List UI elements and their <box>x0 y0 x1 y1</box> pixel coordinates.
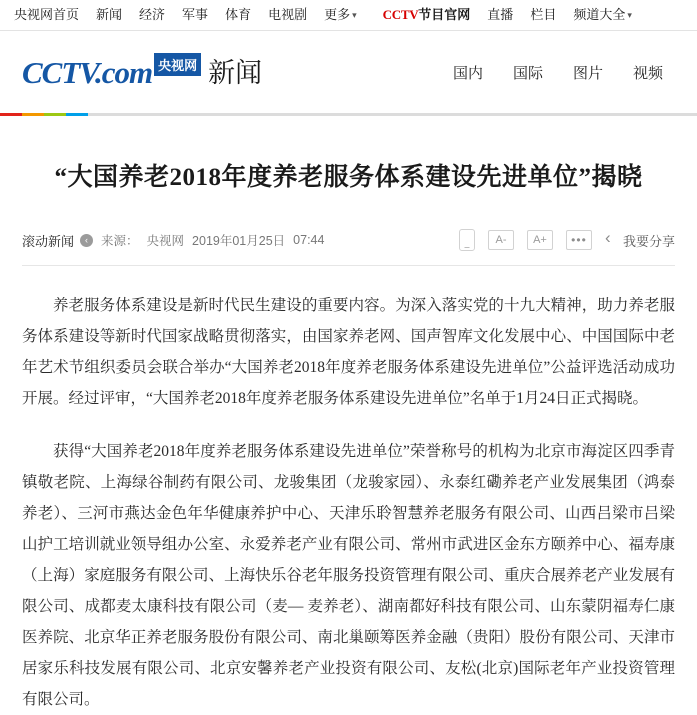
logo-mark: CCTV <box>22 54 95 90</box>
topnav-item-column[interactable] <box>530 0 556 30</box>
topnav-item-4[interactable] <box>225 0 251 30</box>
topnav-label-1: 新闻 <box>96 7 123 22</box>
divider-segment-gray <box>88 113 697 116</box>
article-meta-actions <box>459 229 675 251</box>
section-nav-item-international[interactable]: 国际 <box>512 64 543 82</box>
font-decrease-button[interactable]: A- <box>488 230 514 250</box>
share-label: 我要分享 <box>622 233 675 249</box>
mobile-icon[interactable] <box>459 229 475 251</box>
section-nav-item-domestic[interactable]: 国内 <box>452 64 483 82</box>
article-paragraph-1: 养老服务体系建设是新时代民生建设的重要内容。为深入落实党的十九大精神，助力养老服务体系建设等新时代国家战略贯彻落实，由国家养老网、国声智库文化发展中心、中国国际中老年艺术节组织委员会联合举办“大国养老2018年度养老服务体系建设先进单位”公益评选活动成功开展。经过评审，“大国养老2018年度养老服务体系建设先进单位”名单于1月24日正式揭晓。 <box>22 297 675 407</box>
font-increase-button[interactable]: A+ <box>527 230 553 250</box>
section-nav <box>453 62 675 83</box>
topnav-label-2: 经济 <box>139 7 166 22</box>
topnav-item-program-site[interactable] <box>383 0 471 30</box>
topnav-item-0[interactable] <box>14 0 79 30</box>
divider-segment-blue <box>66 113 88 116</box>
topnav-label-0: 央视网首页 <box>14 7 80 22</box>
topnav-right-label-0: 节目官网 <box>418 7 471 22</box>
topnav-item-2[interactable] <box>139 0 165 30</box>
section-title: 新闻 <box>208 57 263 88</box>
article-container <box>0 160 697 715</box>
topnav-label-4: 体育 <box>225 7 252 22</box>
section-nav-item-photos[interactable]: 图片 <box>572 64 603 82</box>
article-source: 央视网 <box>146 234 185 248</box>
topnav-right-label-2: 栏目 <box>530 7 557 22</box>
cctv-logo-text <box>22 54 153 90</box>
topnav-item-1[interactable] <box>96 0 122 30</box>
page-title: “大国养老2018年度养老服务体系建设先进单位”揭晓 <box>54 164 643 191</box>
more-options-button[interactable]: ••• <box>566 230 592 250</box>
chevron-down-icon: ▾ <box>627 9 632 20</box>
article-body <box>22 290 675 715</box>
article-time: 07:44 <box>293 233 325 247</box>
section-nav-item-video[interactable]: 视频 <box>632 64 663 82</box>
article-source-label: 来源： <box>101 234 139 248</box>
topnav-right-label-3: 频道大全 <box>573 6 626 22</box>
divider-segment-green <box>44 113 66 116</box>
share-button[interactable] <box>605 231 675 250</box>
topnav-label-3: 军事 <box>182 7 209 22</box>
back-arrow-icon[interactable]: ‹ <box>80 234 93 247</box>
topnav-item-5[interactable] <box>268 0 307 30</box>
topnav-label-5: 电视剧 <box>268 7 308 22</box>
topnav-item-3[interactable] <box>182 0 208 30</box>
article-meta-left <box>22 231 324 250</box>
site-header <box>0 31 697 113</box>
article-paragraph-2: 获得“大国养老2018年度养老服务体系建设先进单位”荣誉称号的机构为北京市海淀区四季青镇敬老院、上海绿谷制药有限公司、龙骏集团（龙骏家园）、永泰红磡养老产业发展集团（鸿泰养老）、三河市燕达金色年华健康养护中心、天津乐聆智慧养老服务有限公司、山西吕梁市吕梁山护工培训就业领导组办公室、永爱养老产业有限公司、常州市武进区金东方颐养中心、福寿康（上海）家庭服务有限公司、上海快乐谷老年服务投资管理有限公司、重庆合展养老产业发展有限公司、成都麦太康科技有限公司（麦— 麦养老）、湖南都好科技有限公司、山东蒙阴福寿仁康医养院、北京华正养老服务股份有限公司、南北巢颐筹医养金融（贵阳）股份有限公司、天津市居家乐科技发展有限公司、北京安馨养老产业投资有限公司、友松(北京)国际老年产业投资管理有限公司。 <box>22 443 675 708</box>
chevron-down-icon: ▾ <box>352 9 357 20</box>
topnav-item-live[interactable] <box>487 0 513 30</box>
article-meta <box>22 229 675 266</box>
article-date: 2019年01月25日 <box>192 234 286 248</box>
article-channel[interactable]: 滚动新闻 <box>22 233 75 249</box>
color-divider <box>0 113 697 116</box>
site-logo[interactable] <box>22 54 263 90</box>
topnav-right-label-1: 直播 <box>487 7 514 22</box>
topnav-item-channels[interactable] <box>573 0 632 31</box>
topnav-label-6: 更多 <box>324 6 351 22</box>
logo-dotcom: .com <box>94 54 153 90</box>
logo-badge: 央视网 <box>154 53 201 76</box>
divider-segment-red <box>0 113 22 116</box>
top-navigation-bar <box>0 0 697 31</box>
share-icon <box>605 234 618 247</box>
cctv-brand-text: CCTV <box>382 7 419 22</box>
topnav-item-more[interactable] <box>324 0 357 31</box>
divider-segment-orange <box>22 113 44 116</box>
